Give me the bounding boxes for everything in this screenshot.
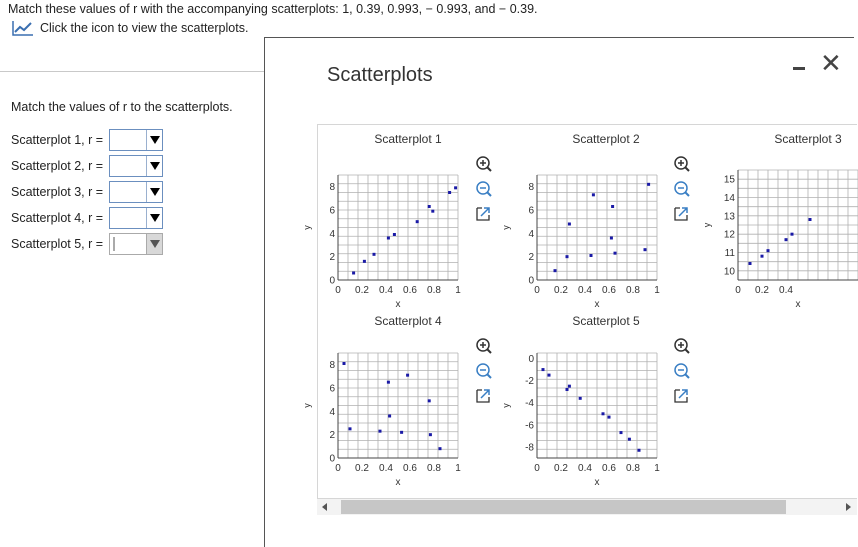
x-tick-label: 1 xyxy=(455,285,461,296)
x-tick-label: 0.6 xyxy=(602,285,616,296)
y-tick-label: 2 xyxy=(329,430,335,442)
zoom-in-icon[interactable] xyxy=(477,157,491,171)
data-point xyxy=(388,415,391,418)
y-tick-label: 6 xyxy=(329,205,335,217)
x-tick-label: 0 xyxy=(534,463,540,474)
zoom-in-icon[interactable] xyxy=(477,339,491,353)
data-point xyxy=(439,447,442,450)
data-point xyxy=(373,253,376,256)
x-tick-label: 1 xyxy=(654,285,660,296)
minimize-icon[interactable] xyxy=(789,58,813,78)
y-tick-label: 8 xyxy=(329,360,335,372)
data-point xyxy=(568,223,571,226)
dropdown-arrow-icon[interactable] xyxy=(146,182,162,202)
dropdown-arrow-icon[interactable] xyxy=(146,208,162,228)
y-tick-label: 4 xyxy=(329,406,335,418)
x-tick-label: 0 xyxy=(335,463,341,474)
match-row-label: Scatterplot 3, r = xyxy=(11,185,104,199)
data-point xyxy=(568,385,571,388)
y-tick-label: 14 xyxy=(723,193,735,204)
match-instructions: Match the values of r to the scatterplots. xyxy=(11,100,233,114)
y-axis-label: y xyxy=(302,403,312,408)
y-tick-label: 2 xyxy=(528,252,534,264)
chart-title: Scatterplot 5 xyxy=(572,314,640,328)
divider xyxy=(0,71,265,72)
scatterplot-1-select[interactable] xyxy=(109,129,163,151)
x-tick-label: 0.4 xyxy=(379,285,393,296)
dropdown-arrow-icon[interactable] xyxy=(146,130,162,150)
x-tick-label: 0.8 xyxy=(626,285,640,296)
scatterplot-2-select[interactable] xyxy=(109,155,163,177)
popout-icon[interactable] xyxy=(675,208,687,220)
data-point xyxy=(542,368,545,371)
x-axis-label: x xyxy=(395,477,401,488)
y-axis-label: y xyxy=(501,403,511,408)
y-tick-label: 2 xyxy=(329,252,335,264)
y-tick-label: 4 xyxy=(528,228,534,240)
data-point xyxy=(400,431,403,434)
data-point xyxy=(602,412,605,415)
match-row-2 xyxy=(11,155,163,177)
match-row-4 xyxy=(11,207,163,229)
scatterplot-4-select[interactable] xyxy=(109,207,163,229)
data-point xyxy=(592,193,595,196)
scatterplots-panel[interactable] xyxy=(302,124,857,499)
data-point xyxy=(614,252,617,255)
x-tick-label: 0.4 xyxy=(379,463,393,474)
x-tick-label: 0.6 xyxy=(403,285,417,296)
scatterplots-dialog xyxy=(264,37,854,547)
data-point xyxy=(610,237,613,240)
scatterplot-3-select[interactable] xyxy=(109,181,163,203)
data-point xyxy=(387,381,390,384)
x-tick-label: 0.4 xyxy=(578,285,592,296)
chart-title: Scatterplot 2 xyxy=(572,132,640,146)
y-tick-label: 15 xyxy=(723,174,735,186)
zoom-in-icon[interactable] xyxy=(675,339,689,353)
data-point xyxy=(749,262,752,265)
data-point xyxy=(620,431,623,434)
data-point xyxy=(416,220,419,223)
y-tick-label: 0 xyxy=(528,275,534,287)
data-point xyxy=(431,210,434,213)
y-tick-label: -2 xyxy=(525,376,534,388)
data-point xyxy=(429,433,432,436)
data-point xyxy=(454,186,457,189)
dialog-title: Scatterplots xyxy=(327,64,433,86)
match-row-5 xyxy=(11,233,163,255)
data-point xyxy=(448,191,451,194)
data-point xyxy=(628,438,631,441)
question-text: Match these values of r with the accompanying scatterplots: 1, 0.39, 0.993, − 0.993, and − 0.39. xyxy=(8,2,538,16)
zoom-in-icon[interactable] xyxy=(675,157,689,171)
y-tick-label: 4 xyxy=(329,228,335,240)
data-point xyxy=(428,399,431,402)
dropdown-arrow-icon[interactable] xyxy=(146,234,162,254)
x-axis-label: x xyxy=(795,299,801,310)
x-tick-label: 0 xyxy=(735,285,741,296)
x-tick-label: 1 xyxy=(654,463,660,474)
x-tick-label: 0.2 xyxy=(554,463,568,474)
y-axis-label: y xyxy=(702,222,712,228)
data-point xyxy=(349,427,352,430)
y-tick-label: 11 xyxy=(724,248,735,259)
zoom-out-icon[interactable] xyxy=(675,364,689,378)
zoom-out-icon[interactable] xyxy=(675,182,689,196)
scatterplots-svg xyxy=(302,125,858,500)
data-point xyxy=(644,248,647,251)
x-tick-label: 0.8 xyxy=(427,285,441,296)
x-tick-label: 1 xyxy=(455,463,461,474)
x-tick-label: 0.2 xyxy=(755,285,769,296)
data-point xyxy=(352,272,355,275)
y-tick-label: 6 xyxy=(329,383,335,395)
data-point xyxy=(767,249,770,252)
data-point xyxy=(566,255,569,258)
y-tick-label: -8 xyxy=(525,442,534,454)
horizontal-scrollbar[interactable] xyxy=(317,499,857,515)
match-row-label: Scatterplot 1, r = xyxy=(11,133,104,147)
data-point xyxy=(387,237,390,240)
y-tick-label: 13 xyxy=(723,211,735,223)
match-row-label: Scatterplot 2, r = xyxy=(11,159,104,173)
zoom-out-icon[interactable] xyxy=(477,364,491,378)
y-tick-label: 0 xyxy=(528,354,534,366)
scatterplot-5-select[interactable] xyxy=(109,233,163,255)
x-axis-label: x xyxy=(594,477,600,488)
data-point xyxy=(343,362,346,365)
match-row-label: Scatterplot 4, r = xyxy=(11,211,104,225)
data-point xyxy=(761,255,764,258)
popout-icon[interactable] xyxy=(477,390,489,402)
icon-hint-text: Click the icon to view the scatterplots. xyxy=(40,21,249,35)
x-tick-label: 0.2 xyxy=(355,463,369,474)
x-tick-label: 0.4 xyxy=(578,463,592,474)
data-point xyxy=(608,416,611,419)
popout-icon[interactable] xyxy=(675,390,687,402)
y-tick-label: -6 xyxy=(525,420,534,432)
data-point xyxy=(548,374,551,377)
view-scatterplots-link[interactable] xyxy=(12,20,248,36)
x-tick-label: 0 xyxy=(335,285,341,296)
x-tick-label: 0.2 xyxy=(355,285,369,296)
data-point xyxy=(638,449,641,452)
x-axis-label: x xyxy=(395,299,401,310)
chart-title: Scatterplot 1 xyxy=(374,132,442,146)
y-tick-label: 12 xyxy=(723,229,735,241)
data-point xyxy=(566,388,569,391)
data-point xyxy=(809,218,812,221)
data-point xyxy=(554,269,557,272)
y-tick-label: 6 xyxy=(528,205,534,217)
x-tick-label: 0.8 xyxy=(626,463,640,474)
chart-line-icon[interactable] xyxy=(12,20,34,36)
match-row-3 xyxy=(11,181,163,203)
y-axis-label: y xyxy=(302,225,312,230)
data-point xyxy=(611,205,614,208)
zoom-out-icon[interactable] xyxy=(477,182,491,196)
y-tick-label: 10 xyxy=(723,266,735,278)
scroll-right-icon[interactable] xyxy=(846,503,851,511)
x-tick-label: 0.4 xyxy=(779,285,793,296)
data-point xyxy=(428,205,431,208)
x-tick-label: 0.2 xyxy=(554,285,568,296)
x-tick-label: 0.6 xyxy=(403,463,417,474)
y-axis-label: y xyxy=(501,225,511,230)
popout-icon[interactable] xyxy=(477,208,489,220)
y-tick-label: 8 xyxy=(528,182,534,194)
data-point xyxy=(579,397,582,400)
chart-title: Scatterplot 4 xyxy=(374,314,442,328)
x-tick-label: 0.8 xyxy=(427,463,441,474)
x-tick-label: 0 xyxy=(534,285,540,296)
chart-title: Scatterplot 3 xyxy=(774,132,842,146)
data-point xyxy=(363,260,366,263)
match-row-1 xyxy=(11,129,163,151)
scrollbar-thumb[interactable] xyxy=(341,500,786,514)
dropdown-arrow-icon[interactable] xyxy=(146,156,162,176)
y-tick-label: 8 xyxy=(329,182,335,194)
data-point xyxy=(393,233,396,236)
match-row-label: Scatterplot 5, r = xyxy=(11,237,104,251)
scroll-left-icon[interactable] xyxy=(322,503,327,511)
data-point xyxy=(791,233,794,236)
x-tick-label: 0.6 xyxy=(602,463,616,474)
close-icon[interactable]: ✕ xyxy=(820,48,842,78)
data-point xyxy=(406,374,409,377)
data-point xyxy=(647,183,650,186)
data-point xyxy=(379,430,382,433)
y-tick-label: 0 xyxy=(329,453,335,465)
data-point xyxy=(785,238,788,241)
data-point xyxy=(590,254,593,257)
y-tick-label: 0 xyxy=(329,275,335,287)
x-axis-label: x xyxy=(594,299,600,310)
y-tick-label: -4 xyxy=(525,398,534,410)
